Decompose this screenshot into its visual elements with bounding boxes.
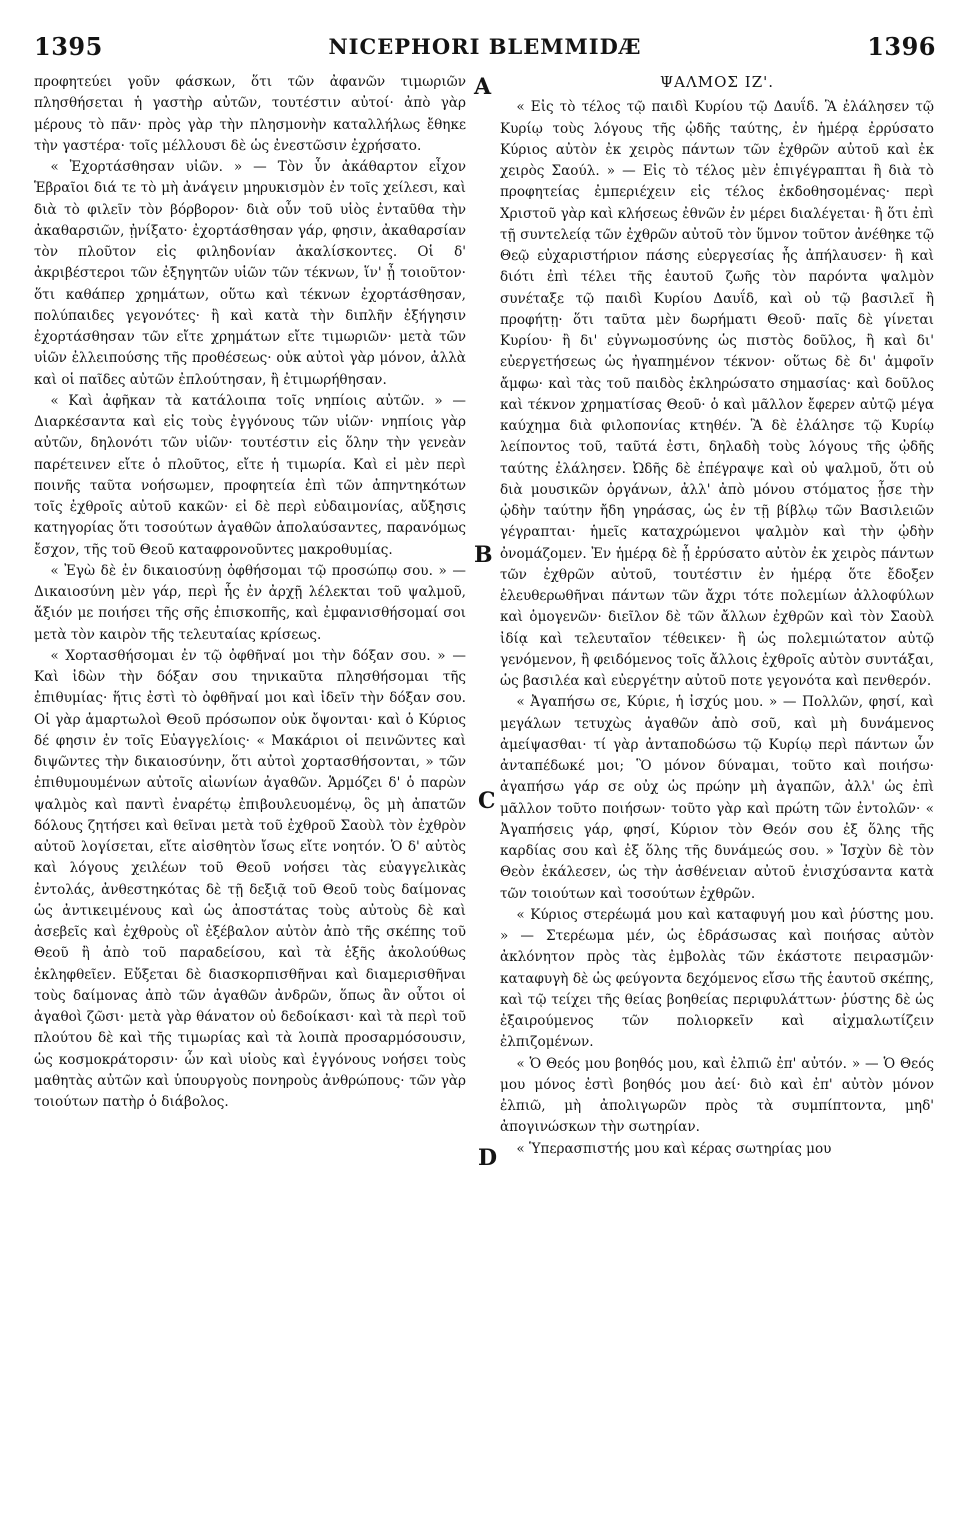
margin-letter-b: B [474,542,493,568]
paragraph: « Κύριος στερέωμά μου καὶ καταφυγή μου καὶ ῥύστης μου. » — Στερέωμα μέν, ὡς ἑδράσωσας καὶ ποιήσας αὐτὸν ἀκλόνητον πρὸς τὰς ἐμβολὰς τῶν ἑκάστοτε πειρασμῶν· καταφυγὴ δὲ ὡς φεύγοντα δεχόμενος εἴσω τῆς ἑαυτοῦ σκέπης, καὶ τῷ τείχει τῆς θείας βοηθείας περιφυλάττων· ῥύστης δὲ ὡς ἐξαιρούμενος τῶν πολιορκεῖν καὶ αἰχμαλωτίζειν ἐλπιζομένων. [500,906,934,1051]
page-number-left: 1395 [34,32,103,61]
paragraph: « Ἐχορτάσθησαν υἱῶν. » — Τὸν ὗν ἀκάθαρτον εἶχον Ἑβραῖοι διά τε τὸ μὴ ἀνάγειν μηρυκισμὸν ἐν τοῖς χείλεσι, καὶ διὰ τὸ φιλεῖν τὸν βόρβορον· διὰ οὖν τοῦ υἱὸς ἐνταῦθα τὴν ἀκαθαρσιῶν, ᾐνίξατο· ἐχορτάσθησαν γάρ, φησιν, ἀκαθαρσίαν τὸν πλοῦτον εἰς φιληδονίαν ἀκαλίσκοντες. Οἱ δ' ἀκριβέστεροι τῶν ἐξηγητῶν υἱῶν τῶν τέκνων, ἵν' ᾖ τοιοῦτον· ὅτι καθάπερ χρημάτων, οὕτω καὶ τέκνων ἐχορτάσθησαν, πολύπαιδες γεγονότες· ἢ καὶ κατὰ τὴν διπλῆν ἐξήγησιν ἐχορτάσθησαν τῶν εἴτε χρημάτων εἴτε τιμωριῶν· μετὰ τῶν υἱῶν ἐλλειπούσης τῆς προθέσεως· οὐκ αὐτοὶ γὰρ μόνον, ἀλλὰ καὶ οἱ παῖδες αὐτῶν ἐπλούτησαν, ἢ ἐτιμωρήθησαν. [34,159,466,388]
paragraph: « Χορτασθήσομαι ἐν τῷ ὀφθῆναί μοι τὴν δόξαν σου. » — Καὶ ἰδὼν τὴν δόξαν σου τηνικαῦτα πλησθήσομαι τῆς ἐπιθυμίας· ἥτις ἐστὶ τὸ ὀφθῆναί μοι καὶ ἰδεῖν τὴν δόξαν σου. Οἱ γὰρ ἁμαρτωλοὶ Θεοῦ πρόσωπον οὐκ ὄψονται· καὶ ὁ Κύριος δέ φησιν ἐν τοῖς Εὐαγγελίοις· « Μακάριοι οἱ πεινῶντες καὶ διψῶντες τὴν δικαιοσύνην, ὅτι αὐτοὶ χορτασθήσονται, » τῶν ἐπιθυμουμένων αὐτοῖς αἰωνίων ἀγαθῶν. Ἁρμόζει δ' ὁ παρὼν ψαλμὸς καὶ παντὶ ἐναρέτῳ ἐπιβουλευομένῳ, ὃς μὴ ἀπατῶν δόλους ζητήσει καὶ θεῖναι μετὰ τοῦ ἐχθροῦ Σαοὺλ τὸν ἐχθρὸν αὐτοῦ λογίσεται, εἴτε αἰσθητὸν ἴσως εἴτε νοητόν. Ὁ δ' αὐτὸς καὶ λόγους χειλέων τοῦ Θεοῦ νοήσει τὰς εὐαγγελικὰς ἐντολάς, ἀνθεστηκότας δὲ τῇ δεξιᾷ τοῦ Θεοῦ τοὺς δαίμονας ὡς ἀντικειμένους καὶ ὡς ἀποστάτας τοὺς αὐτοὺς δὲ καὶ ἀσεβεῖς καὶ ἐχθροὺς οἳ ἐξέβαλον αὐτὸν ἀπὸ τῆς σκέπης τοῦ Θεοῦ ἢ ἀπὸ τοῦ παραδείσου, καὶ τὰ ἑξῆς ἀκολούθως ἐκληφθεῖεν. Εὔξεται δὲ διασκορπισθῆναι καὶ διαμερισθῆναι τοὺς δαίμονας ἀπὸ τῶν ἀγαθῶν ἀνδρῶν, ὅπως ἂν οὗτοι οἱ ἀγαθοὶ ζῶσι· μετὰ γὰρ θάνατον οὐ δεδοίκασι· καὶ τὰ περὶ τοῦ πλούτου δὲ καὶ τῆς τιμωρίας καὶ τὰ λοιπὰ προσαρμόσουσιν, ὡς κοσμοκράτορσιν· ὧν καὶ υἱοὺς καὶ ἐγγόνους νοήσει τοὺς μαθητὰς αὐτῶν καὶ ὑπουργοὺς πονηροὺς ἀνθρώπους· τῶν γὰρ τοιούτων πατὴρ ὁ διάβολος. [34,647,466,1110]
margin-letter-d: D [478,1145,498,1171]
paragraph: « Εἰς τὸ τέλος τῷ παιδὶ Κυρίου τῷ Δαυΐδ. Ἃ ἐλάλησεν τῷ Κυρίῳ τοὺς λόγους τῆς ᾠδῆς ταύτης, ἐν ἡμέρᾳ ἐρρύσατο Κύριος αὐτὸν ἐκ χειρὸς πάντων τῶν ἐχθρῶν αὐτοῦ καὶ ἐκ χειρὸς Σαούλ. » — Εἰς τὸ τέλος μὲν ἐπιγέγραπται ἢ διὰ τὸ προφητείας ἐμπεριέχειν εἰς τέλος ἐκδοθησομένας· περὶ Χριστοῦ γὰρ καὶ κλήσεως ἐθνῶν ἐν μέρει διαλέγεται· ἢ ὅτι ἐπὶ τῇ συντελείᾳ τῶν ἐχθρῶν αὐτοῦ τὸν ὕμνον τοῦτον ἀνέθηκε τῷ Θεῷ εὐχαριστήριον πάσης εὐεργεσίας ἧς ἀπήλαυσεν· ἢ καὶ διότι ἐπὶ τέλει τῆς ἑαυτοῦ ζωῆς τὸν παρόντα ψαλμὸν συνέταξε τῷ παιδὶ Κυρίου Δαυΐδ, καὶ οὐ τῷ βασιλεῖ ἢ προφήτῃ· ὅτι ταῦτα μὲν δωρήματι Θεοῦ· παῖς δὲ γίνεται Κυρίου· ἢ δι' εὐγνωμοσύνης ὡς πιστὸς δοῦλος, ἢ καὶ δι' εὐεργετήσεως ὡς ἠγαπημένον τέκνον· οὕτως δὲ δι' ἀμφοῖν ἄμφω· καὶ τὰς τοῦ παιδὸς ἐκληρώσατο σημασίας· καὶ δοῦλος καὶ τέκνον χρηματίσας Θεοῦ· ὁ καὶ μᾶλλον ἔφερεν αὐτῷ μέγα καύχημα διὰ φιλοπονίας κτηθέν. Ἃ δὲ ἐλάλησε τῷ Κυρίῳ λείποντος τοῦ, ταῦτά ἐστι, δηλαδὴ τοὺς λόγους τῆς ᾠδῆς ταύτης ἐλάλησεν. Ὠδῆς δὲ ἐπέγραψε καὶ οὐ ψαλμοῦ, ὅτι οὐ διὰ μουσικῶν ὀργάνων, ἀλλ' ἀπὸ μόνου στόματος ᾖσε τὴν ᾠδὴν ταύτην ἤδη γηράσας, ὡς ἐν τῇ βίβλῳ τῶν Βασιλειῶν γέγραπται· ἡμεῖς καταχρώμενοι ψαλμὸν καὶ τὴν ᾠδὴν ὀνομάζομεν. Ἐν ἡμέρᾳ δὲ ᾗ ἐρρύσατο αὐτὸν ἐκ χειρὸς πάντων τῶν ἐχθρῶν αὐτοῦ, τουτέστιν ἐν ἡμέρᾳ ὅτε ἔδοξεν ἐλευθερωθῆναι πάντων τῶν ἄχρι τότε πολεμίων ἀλλοφύλων καὶ ὁμογενῶν· διεῖλον δὲ τῶν ἄλλων ἐχθρῶν καὶ τὸν Σαοὺλ ἰδίᾳ καὶ τελευταῖον τέθεικεν· ἢ ὡς πολεμιώτατον αὐτῷ γενόμενον, ἢ φειδόμενος τοῖς ἄλλοις ἐχθροῖς αὐτὸν συντάξαι, ὡς βασιλέα καὶ εὐεργέτην αὐτοῦ ποτε γεγονότα καὶ πενθερόν. [500,99,934,689]
page-number-right: 1396 [867,32,936,61]
running-header [34,32,936,62]
paragraph: « Ὑπερασπιστής μου καὶ κέρας σωτηρίας μου [516,1140,832,1157]
paragraph: προφητεύει γοῦν φάσκων, ὅτι τῶν ἀφανῶν τιμωριῶν πλησθήσεται ἡ γαστὴρ αὐτῶν, τουτέστιν αὐτοί· ἀπὸ γὰρ μέρους τὸ πᾶν· πρὸς γὰρ τὴν πλησμονὴν καταλλήλως ἔθηκε τὴν γαστέρα· τοῖς μέλλουσι δὲ ὡς ἐνεστῶσιν ἐχρήσατο. [34,74,466,154]
psalm-heading: ΨΑΛΜΟΣ ΙΖ'. [659,73,775,91]
paragraph: « Ἀγαπήσω σε, Κύριε, ἡ ἰσχύς μου. » — Πολλῶν, φησί, καὶ μεγάλων τετυχὼς ἀγαθῶν ἀπὸ σοῦ, καὶ μὴ δυνάμενος ἀμείψασθαι· τί γὰρ ἀνταποδώσω τῷ Κυρίῳ περὶ πάντων ὧν ἀνταπέδωκέ μοι; Ὃ μόνον δύναμαι, τοῦτο καὶ ποιήσω· ἀγαπήσω γάρ σε οὐχ ὡς πρώην μὴ ἀγαπῶν, ἀλλ' ὡς ἐπὶ μᾶλλον τοῦτο ποιήσων· τοῦτο γὰρ καὶ πρώτη τῶν ἐντολῶν· « Ἀγαπήσεις γάρ, φησί, Κύριον τὸν Θεόν σου ἐξ ὅλης τῆς καρδίας σου καὶ ἐξ ὅλης τῆς δυνάμεώς σου. » Ἰσχὺν δὲ τὸν Θεὸν ἐκάλεσεν, ὡς τὴν ἀσθένειαν αὐτοῦ ἐνισχύσαντα κατὰ τῶν τοιούτων καὶ τοσούτων ἐχθρῶν. [500,694,934,902]
margin-letter-c: C [478,788,496,814]
paragraph: « Καὶ ἀφῆκαν τὰ κατάλοιπα τοῖς νηπίοις αὐτῶν. » — Διαρκέσαντα καὶ εἰς τοὺς ἐγγόνους τῶν υἱῶν· νηπίοις γὰρ αὐτῶν, δηλονότι τῶν υἱῶν· τουτέστιν εἰς ὅλην τὴν γενεὰν παρέτεινεν εἴτε ὁ πλοῦτος, εἴτε ἡ τιμωρία. Καὶ εἰ μὲν περὶ ποινῆς ταῦτα νοήσωμεν, προφητεία ἐπὶ τῶν ἀπηντηκότων τοῖς ἐχθροῖς αὐτοῦ κακῶν· εἰ δὲ περὶ εὐδαιμονίας, αὔξησις κατηγορίας ὅτι τοσούτων ἀγαθῶν ἀπολαύσαντες, παρανόμως ἔσχον, τῆς τοῦ Θεοῦ καταφρονοῦντες μακροθυμίας. [34,392,466,558]
right-column [500,72,934,1160]
paragraph: « Ὁ Θεός μου βοηθός μου, καὶ ἐλπιῶ ἐπ' αὐτόν. » — Ὁ Θεός μου μόνος ἐστὶ βοηθός μου ἀεί· διὸ καὶ ἐπ' αὐτὸν μόνον ἐλπιῶ, μὴ ἀπολιγωρῶν πρὸς τὰ συμπίπτοντα, μηδ' ἀπογινώσκων τὴν σωτηρίαν. [500,1055,934,1136]
margin-letter-a: A [474,74,492,100]
left-column [34,72,466,1113]
paragraph: « Ἐγὼ δὲ ἐν δικαιοσύνῃ ὀφθήσομαι τῷ προσώπῳ σου. » — Δικαιοσύνη μὲν γάρ, περὶ ἧς ἐν ἀρχῇ λέλεκται τοῦ ψαλμοῦ, ἄξιόν με ποιήσει τῆς σῆς ἐπισκοπῆς, καὶ ἐμφανισθήσομαί σοι μετὰ τὸν καιρὸν τῆς τελευταίας κρίσεως. [34,562,466,643]
running-title: NICEPHORI BLEMMIDÆ [328,34,642,59]
